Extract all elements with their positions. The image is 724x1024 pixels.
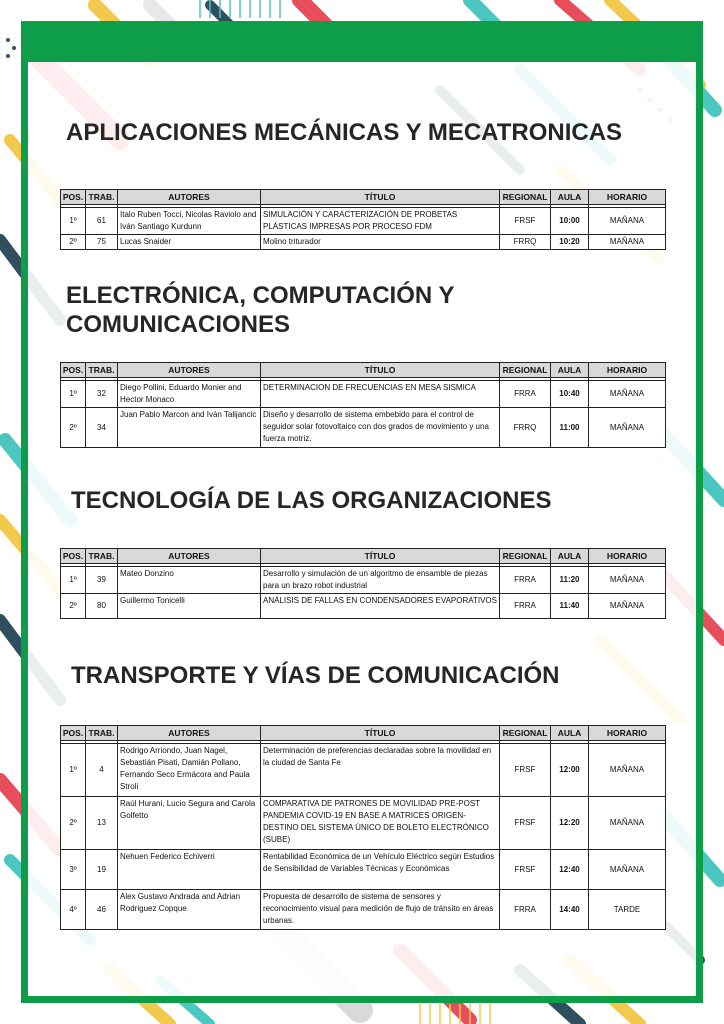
cell-trab: 34	[86, 408, 118, 448]
cell-regional: FRSF	[500, 797, 551, 850]
col-trab: TRAB.	[86, 726, 118, 741]
cell-pos: 1º	[61, 744, 86, 797]
col-aula: AULA	[551, 726, 589, 741]
cell-horario: MAÑANA	[589, 850, 666, 890]
cell-titulo: ANÁLISIS DE FALLAS EN CONDENSADORES EVAPORATIVOS	[261, 594, 500, 619]
table-row	[61, 408, 666, 448]
cell-autores: Nehuen Federico Echiverri	[118, 850, 261, 890]
cell-titulo: Molino triturador	[261, 235, 500, 250]
col-titulo: TÍTULO	[261, 726, 500, 741]
cell-autores: Lucas Snaider	[118, 235, 261, 250]
cell-trab: 39	[86, 567, 118, 594]
cell-aula: 11:20	[551, 567, 589, 594]
cell-horario: MAÑANA	[589, 744, 666, 797]
col-autores: AUTORES	[118, 726, 261, 741]
cell-titulo: Desarrollo y simulación de un algoritmo de ensamble de piezas para un brazo robot industrial	[261, 567, 500, 594]
cell-autores: Diego Pollini, Eduardo Monier and Hector Monaco	[118, 381, 261, 408]
section-title-electronica	[66, 281, 454, 339]
cell-titulo: Diseño y desarrollo de sistema embebido para el control de seguidor solar fotovoltaico con dos grados de movimiento y una fuerza motriz.	[261, 408, 500, 448]
cell-autores: Guillermo Tonicelli	[118, 594, 261, 619]
cell-titulo: Propuesta de desarrollo de sistema de sensores y reconocimiento visual para medición de flujo de tránsito en áreas urbanas.	[261, 890, 500, 930]
cell-trab: 61	[86, 208, 118, 235]
col-regional: REGIONAL	[500, 549, 551, 564]
cell-aula: 10:20	[551, 235, 589, 250]
section-title-aplicaciones: APLICACIONES MECÁNICAS Y MECATRONICAS	[66, 119, 623, 146]
cell-autores: Mateo Donzino	[118, 567, 261, 594]
table-row	[61, 850, 666, 890]
cell-regional: FRRA	[500, 381, 551, 408]
col-titulo: TÍTULO	[261, 190, 500, 205]
cell-regional: FRRA	[500, 567, 551, 594]
cell-trab: 19	[86, 850, 118, 890]
cell-titulo: Determinación de preferencias declaradas sobre la movilidad en la ciudad de Santa Fe	[261, 744, 500, 797]
table-header-row	[61, 190, 666, 205]
cell-aula: 12:20	[551, 797, 589, 850]
col-aula: AULA	[551, 363, 589, 378]
cell-regional: FRRQ	[500, 408, 551, 448]
cell-titulo: Rentabilidad Económica de un Vehículo Eléctrico según Estudios de Sensibilidad de Variables Técnicas y Económicas	[261, 850, 500, 890]
col-regional: REGIONAL	[500, 363, 551, 378]
cell-aula: 14:40	[551, 890, 589, 930]
table-aplicaciones	[60, 189, 666, 250]
cell-horario: MAÑANA	[589, 594, 666, 619]
col-pos: POS.	[61, 363, 86, 378]
cell-trab: 13	[86, 797, 118, 850]
cell-horario: MAÑANA	[589, 408, 666, 448]
section-title-transporte: TRANSPORTE Y VÍAS DE COMUNICACIÓN	[71, 662, 560, 689]
table-header-row	[61, 549, 666, 564]
cell-titulo: COMPARATIVA DE PATRONES DE MOVILIDAD PRE-POST PANDEMIA COVID-19 EN BASE A MATRICES ORIGEN-DESTINO DEL SISTEMA ÚNICO DE BOLETO ELECTRÓNICO (SUBE)	[261, 797, 500, 850]
col-aula: AULA	[551, 190, 589, 205]
col-titulo: TÍTULO	[261, 363, 500, 378]
cell-autores: Alex Gustavo Andrada and Adrian Rodriguez Copque	[118, 890, 261, 930]
cell-regional: FRSF	[500, 208, 551, 235]
cell-titulo: DETERMINACION DE FRECUENCIAS EN MESA SISMICA	[261, 381, 500, 408]
cell-pos: 1º	[61, 208, 86, 235]
green-header-bar	[21, 21, 703, 62]
col-trab: TRAB.	[86, 363, 118, 378]
table-header-row	[61, 363, 666, 378]
col-pos: POS.	[61, 549, 86, 564]
cell-autores: Italo Ruben Tocci, Nicolas Raviolo and Iván Santiago Kurdunn	[118, 208, 261, 235]
cell-pos: 2º	[61, 235, 86, 250]
section-title-tecnologia: TECNOLOGÍA DE LAS ORGANIZACIONES	[71, 487, 552, 514]
col-regional: REGIONAL	[500, 190, 551, 205]
cell-aula: 12:40	[551, 850, 589, 890]
table-row	[61, 890, 666, 930]
col-titulo: TÍTULO	[261, 549, 500, 564]
cell-pos: 1º	[61, 381, 86, 408]
cell-pos: 2º	[61, 797, 86, 850]
table-row	[61, 208, 666, 235]
cell-regional: FRSF	[500, 850, 551, 890]
col-trab: TRAB.	[86, 549, 118, 564]
section-title-electronica-line2: COMUNICACIONES	[66, 311, 291, 338]
cell-pos: 3º	[61, 850, 86, 890]
cell-autores: Juan Pablo Marcon and Iván Talijancic	[118, 408, 261, 448]
cell-trab: 4	[86, 744, 118, 797]
table-electronica	[60, 362, 666, 448]
cell-pos: 1º	[61, 567, 86, 594]
table-row	[61, 567, 666, 594]
table-row	[61, 744, 666, 797]
cell-horario: MAÑANA	[589, 235, 666, 250]
table-header-row	[61, 726, 666, 741]
cell-aula: 11:40	[551, 594, 589, 619]
cell-horario: MAÑANA	[589, 567, 666, 594]
col-horario: HORARIO	[589, 726, 666, 741]
col-pos: POS.	[61, 190, 86, 205]
cell-aula: 11:00	[551, 408, 589, 448]
col-horario: HORARIO	[589, 549, 666, 564]
col-regional: REGIONAL	[500, 726, 551, 741]
cell-aula: 12:00	[551, 744, 589, 797]
col-pos: POS.	[61, 726, 86, 741]
cell-pos: 2º	[61, 408, 86, 448]
section-title-electronica-line1: ELECTRÓNICA, COMPUTACIÓN Y	[66, 282, 455, 309]
col-trab: TRAB.	[86, 190, 118, 205]
cell-regional: FRRA	[500, 594, 551, 619]
col-aula: AULA	[551, 549, 589, 564]
cell-trab: 32	[86, 381, 118, 408]
cell-horario: MAÑANA	[589, 381, 666, 408]
col-horario: HORARIO	[589, 363, 666, 378]
col-autores: AUTORES	[118, 363, 261, 378]
cell-regional: FRRA	[500, 890, 551, 930]
cell-horario: MAÑANA	[589, 208, 666, 235]
table-row	[61, 381, 666, 408]
col-autores: AUTORES	[118, 549, 261, 564]
table-row	[61, 797, 666, 850]
table-row	[61, 594, 666, 619]
cell-regional: FRSF	[500, 744, 551, 797]
cell-trab: 80	[86, 594, 118, 619]
table-row	[61, 235, 666, 250]
cell-autores: Raúl Hurani, Lucio Segura and Carola Golfetto	[118, 797, 261, 850]
cell-trab: 46	[86, 890, 118, 930]
cell-trab: 75	[86, 235, 118, 250]
cell-titulo: SIMULACIÓN Y CARACTERIZACIÓN DE PROBETAS PLÁSTICAS IMPRESAS POR PROCESO FDM	[261, 208, 500, 235]
cell-autores: Rodrigo Arriondo, Juan Nagel, Sebastián Pisati, Damián Pollano, Fernando Seco Ermácora and Paula Stroli	[118, 744, 261, 797]
cell-horario: TARDE	[589, 890, 666, 930]
table-tecnologia	[60, 548, 666, 619]
cell-aula: 10:40	[551, 381, 589, 408]
cell-aula: 10:00	[551, 208, 589, 235]
col-autores: AUTORES	[118, 190, 261, 205]
cell-regional: FRRQ	[500, 235, 551, 250]
cell-pos: 2º	[61, 594, 86, 619]
col-horario: HORARIO	[589, 190, 666, 205]
cell-horario: MAÑANA	[589, 797, 666, 850]
table-transporte	[60, 725, 666, 930]
cell-pos: 4º	[61, 890, 86, 930]
